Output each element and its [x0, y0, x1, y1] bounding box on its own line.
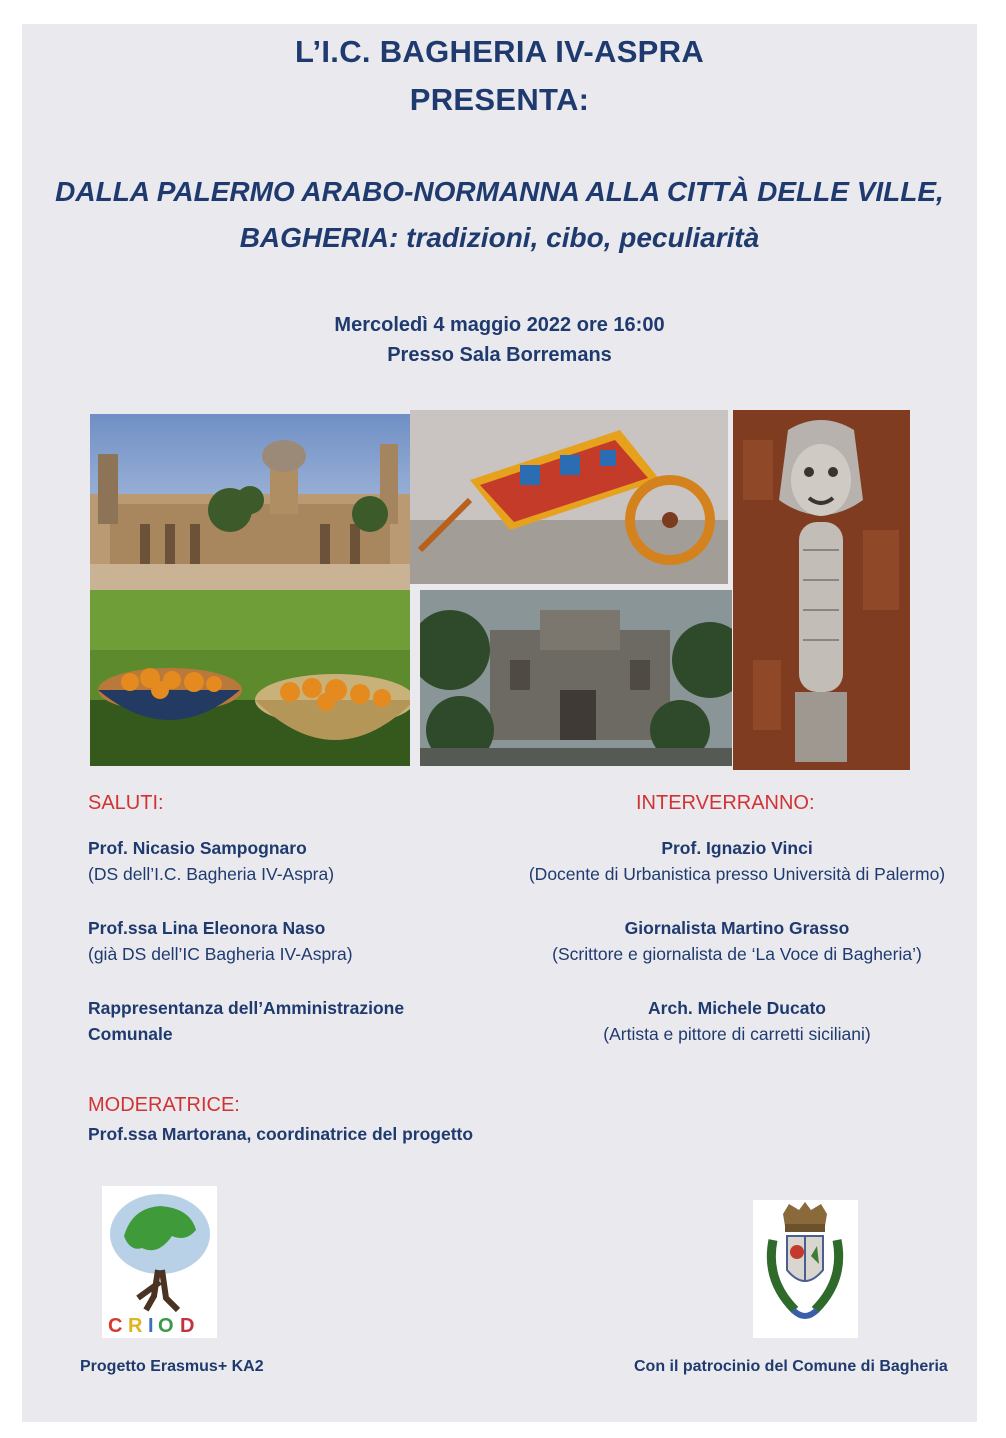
presents-label: PRESENTA:	[409, 82, 590, 117]
saluti-person-1-role: (DS dell’I.C. Bagheria IV-Aspra)	[88, 864, 335, 884]
patronage-caption: Con il patrocinio del Comune di Bagheria	[634, 1358, 948, 1375]
event-date: Mercoledì 4 maggio 2022 ore 16:00	[334, 314, 665, 336]
moderatrice-text: Prof.ssa Martorana, coordinatrice del progetto	[88, 1124, 474, 1144]
speaker-3-name: Arch. Michele Ducato	[648, 998, 826, 1018]
flyer-page	[22, 24, 977, 1422]
cathedral-photo	[90, 414, 410, 590]
saluti-person-2-role: (già DS dell’IC Bagheria IV-Aspra)	[88, 944, 353, 964]
svg-text:R: R	[128, 1315, 143, 1337]
saluti-person-3-role: Comunale	[88, 1024, 173, 1044]
interverranno-label: INTERVERRANNO:	[636, 792, 815, 814]
erasmus-tree-logo	[102, 1186, 217, 1338]
saluti-person-2-name: Prof.ssa Lina Eleonora Naso	[88, 918, 326, 938]
moderatrice-label: MODERATRICE:	[88, 1094, 240, 1116]
organizer-title: L’I.C. BAGHERIA IV-ASPRA	[294, 34, 705, 69]
event-place: Presso Sala Borremans	[387, 344, 612, 366]
saluti-label: SALUTI:	[88, 792, 164, 814]
speaker-2-role: (Scrittore e giornalista de ‘La Voce di Bagheria’)	[552, 944, 922, 964]
svg-text:O: O	[158, 1315, 174, 1337]
speaker-3-role: (Artista e pittore di carretti siciliani)	[603, 1024, 871, 1044]
sculpture-photo	[733, 410, 910, 770]
villa-photo	[420, 590, 732, 766]
erasmus-caption: Progetto Erasmus+ KA2	[80, 1358, 264, 1375]
speaker-2-name: Giornalista Martino Grasso	[624, 918, 850, 938]
speaker-1-name: Prof. Ignazio Vinci	[661, 838, 813, 858]
sicilian-cart-photo	[410, 410, 728, 584]
saluti-person-1-name: Prof. Nicasio Sampognaro	[88, 838, 307, 858]
event-title-line1: DALLA PALERMO ARABO-NORMANNA ALLA CITTÀ DELLE VILLE,	[55, 176, 944, 207]
svg-text:D: D	[180, 1315, 195, 1337]
bagheria-crest-logo	[753, 1200, 858, 1338]
oranges-photo	[90, 590, 410, 766]
speaker-1-role: (Docente di Urbanistica presso Università di Palermo)	[528, 864, 946, 884]
svg-text:C: C	[108, 1315, 123, 1337]
svg-text:I: I	[148, 1315, 154, 1337]
saluti-person-3-name: Rappresentanza dell’Amministrazione	[88, 998, 405, 1018]
photo-collage	[90, 410, 910, 770]
event-title-line2: BAGHERIA: tradizioni, cibo, peculiarità	[239, 222, 760, 253]
